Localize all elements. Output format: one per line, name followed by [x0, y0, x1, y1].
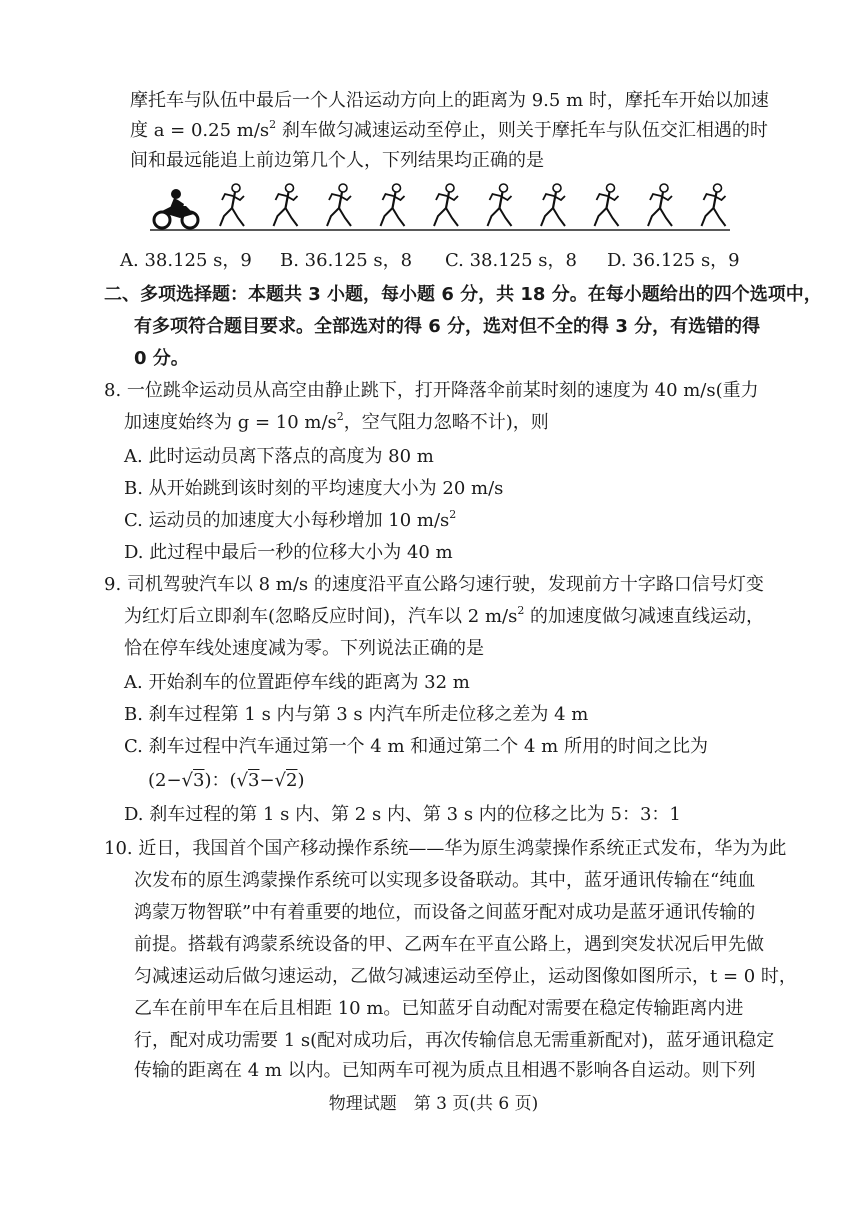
- q9-option-d[interactable]: D. 刹车过程的第 1 s 内、第 2 s 内、第 3 s 内的位移之比为 5：3：1: [124, 804, 681, 825]
- q8-option-a[interactable]: A. 此时运动员离下落点的高度为 80 m: [124, 446, 434, 467]
- q9-option-c-line-1[interactable]: C. 刹车过程中汽车通过第一个 4 m 和通过第二个 4 m 所用的时间之比为: [124, 736, 708, 757]
- motorcycle-icon: [154, 189, 198, 228]
- q9-option-b[interactable]: B. 刹车过程第 1 s 内与第 3 s 内汽车所走位移之差为 4 m: [124, 704, 589, 725]
- q10-line-6: 乙车在前甲车在后且相距 10 m。已知蓝牙自动配对需要在稳定传输距离内进: [134, 998, 744, 1019]
- q9-stem-line-2-post: 的加速度做匀减速直线运动，: [524, 606, 765, 627]
- q9-stem-line-2: [124, 604, 764, 630]
- q10-line-8: 传输的距离在 4 m 以内。已知两车可视为质点且相遇不影响各自运动。则下列: [134, 1060, 756, 1081]
- q10-line-1: 10. 近日，我国首个国产移动操作系统——华为原生鸿蒙操作系统正式发布，华为为此: [104, 838, 787, 859]
- section2-line-1: 二、多项选择题：本题共 3 小题，每小题 6 分，共 18 分。在每小题给出的四个选项中，: [104, 284, 822, 305]
- q7-options: [120, 248, 740, 274]
- q7-option-b[interactable]: B. 36.125 s，8: [280, 250, 413, 271]
- q8-stem-line-2-post: ，空气阻力忽略不计)，则: [343, 412, 549, 433]
- motorcycle-runners-figure: [150, 182, 730, 232]
- q7-option-c[interactable]: C. 38.125 s，8: [445, 250, 577, 271]
- q9-option-c-line-2: [148, 768, 305, 794]
- q9-option-c-part-c: )：(√: [204, 770, 248, 791]
- runner-icon: [648, 184, 672, 226]
- q8-stem-line-1: 8. 一位跳伞运动员从高空由静止跳下，打开降落伞前某时刻的速度为 40 m/s(重力: [104, 380, 759, 401]
- runner-icon: [274, 184, 298, 226]
- q8-option-c[interactable]: [124, 508, 456, 534]
- page-footer: 物理试题 第 3 页(共 6 页): [328, 1094, 539, 1114]
- q7-line-2-pre: 度 a = 0.25 m/s: [130, 120, 270, 141]
- q9-option-c-radicand-1: 3: [193, 770, 205, 791]
- q10-line-5: 匀减速运动后做匀速运动，乙做匀减速运动至停止，运动图像如图所示，t = 0 时，: [134, 966, 797, 987]
- q7-line-2: [130, 118, 768, 144]
- q7-line-2-post: 刹车做匀减速运动至停止，则关于摩托车与队伍交汇相遇的时: [276, 120, 768, 141]
- runner-icon: [702, 184, 726, 226]
- runner-icon: [327, 184, 351, 226]
- q7-option-a[interactable]: A. 38.125 s，9: [120, 250, 252, 271]
- q9-option-c-part-e: −√: [259, 770, 287, 791]
- q9-stem-line-2-pre: 为红灯后立即刹车(忽略反应时间)，汽车以 2 m/s: [124, 606, 518, 627]
- q10-line-4: 前提。搭载有鸿蒙系统设备的甲、乙两车在平直公路上，遇到突发状况后甲先做: [134, 934, 764, 955]
- q8-stem-line-2-pre: 加速度始终为 g = 10 m/s: [124, 412, 337, 433]
- q10-line-2: 次发布的原生鸿蒙操作系统可以实现多设备联动。其中，蓝牙通讯传输在“纯血: [134, 870, 756, 891]
- q9-option-c-part-g: ): [297, 770, 305, 791]
- runner-icon: [381, 184, 405, 226]
- q9-option-a[interactable]: A. 开始刹车的位置距停车线的距离为 32 m: [124, 672, 470, 693]
- q9-stem-line-1: 9. 司机驾驶汽车以 8 m/s 的速度沿平直公路匀速行驶，发现前方十字路口信号灯变: [104, 574, 764, 595]
- q10-line-7: 行，配对成功需要 1 s(配对成功后，再次传输信息无需重新配对)，蓝牙通讯稳定: [134, 1030, 775, 1051]
- q9-option-c-radicand-2: 3: [248, 770, 260, 791]
- q8-option-c-text: C. 运动员的加速度大小每秒增加 10 m/s: [124, 510, 450, 531]
- runner-icon: [541, 184, 565, 226]
- q8-stem-line-2: [124, 410, 549, 436]
- section2-line-2: 有多项符合题目要求。全部选对的得 6 分，选对但不全的得 3 分，有选错的得: [134, 316, 761, 337]
- q9-option-c-part-a: (2−√: [148, 770, 194, 791]
- q8-option-b[interactable]: B. 从开始跳到该时刻的平均速度大小为 20 m/s: [124, 478, 504, 499]
- runners-group: [220, 184, 726, 226]
- q8-stem-line-2-sup: 2: [336, 410, 344, 423]
- q10-line-3: 鸿蒙万物智联”中有着重要的地位，而设备之间蓝牙配对成功是蓝牙通讯传输的: [134, 902, 756, 923]
- q7-line-2-sup: 2: [269, 118, 277, 131]
- q9-option-c-radicand-3: 2: [286, 770, 298, 791]
- q7-line-1: 摩托车与队伍中最后一个人沿运动方向上的距离为 9.5 m 时，摩托车开始以加速: [130, 90, 769, 111]
- q7-option-d[interactable]: D. 36.125 s，9: [607, 250, 740, 271]
- q8-option-d[interactable]: D. 此过程中最后一秒的位移大小为 40 m: [124, 542, 453, 563]
- q9-stem-line-3: 恰在停车线处速度减为零。下列说法正确的是: [124, 638, 484, 659]
- q8-option-c-sup: 2: [449, 508, 457, 521]
- runner-icon: [595, 184, 619, 226]
- section2-line-3: 0 分。: [134, 348, 189, 369]
- runner-icon: [488, 184, 512, 226]
- runner-icon: [434, 184, 458, 226]
- q7-line-3: 间和最远能追上前边第几个人，下列结果均正确的是: [130, 150, 544, 171]
- q9-stem-line-2-sup: 2: [517, 604, 525, 617]
- runner-icon: [220, 184, 244, 226]
